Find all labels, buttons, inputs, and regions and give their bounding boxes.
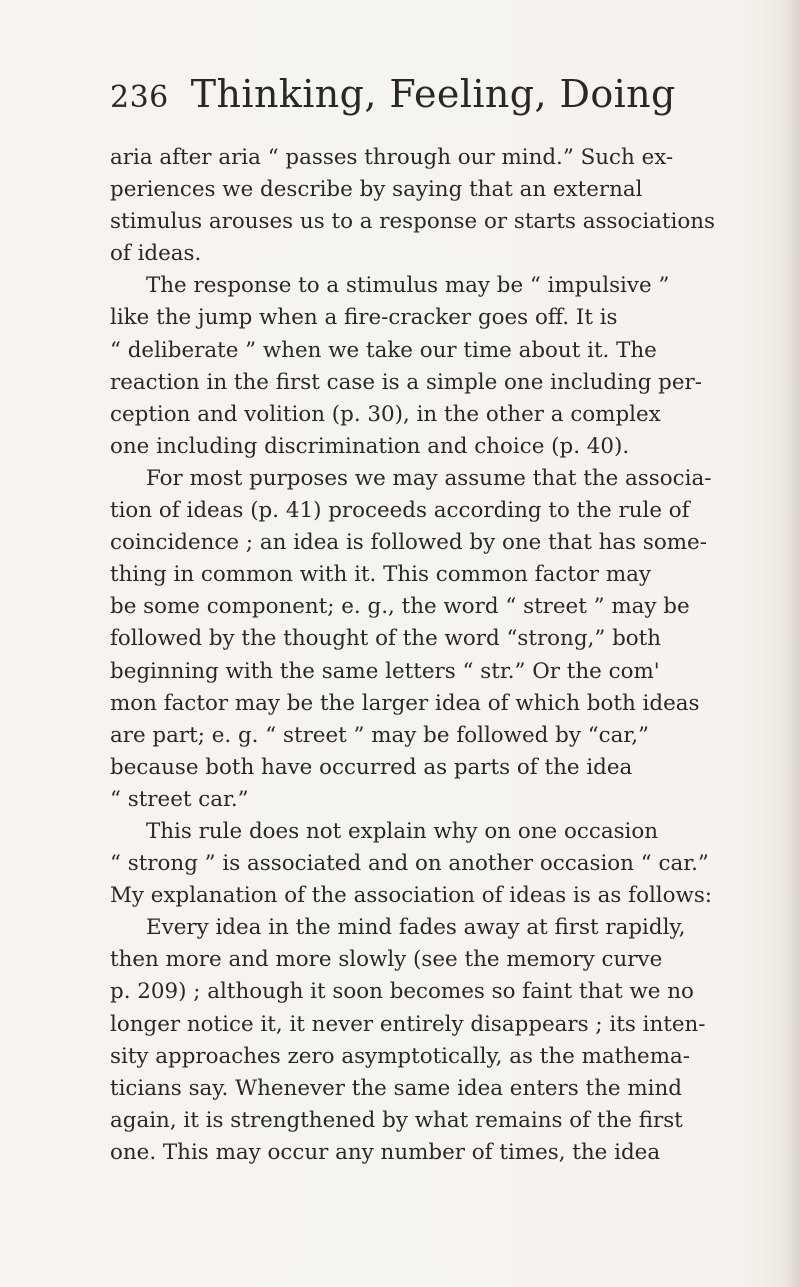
text-line: “ street car.” — [110, 786, 249, 812]
paragraph-start-line: For most purposes we may assume that the associa- — [146, 465, 712, 491]
text-line: then more and more slowly (see the memory curve — [110, 947, 663, 973]
text-line: ception and volition (p. 30), in the other a complex — [110, 401, 661, 427]
text-line: coincidence ; an idea is followed by one that has some- — [110, 530, 707, 556]
paragraph-start-line: Every idea in the mind fades away at first rapidly, — [146, 915, 686, 941]
text-line: stimulus arouses us to a response or starts associations — [110, 209, 715, 235]
text-line: are part; e. g. “ street ” may be followed by “car,” — [110, 722, 649, 748]
text-line: “ strong ” is associated and on another occasion “ car.” — [110, 851, 709, 877]
text-line: ticians say. Whenever the same idea enters the mind — [110, 1075, 682, 1101]
text-line: aria after aria “ passes through our mind.” Such ex- — [110, 145, 674, 170]
text-line: periences we describe by saying that an external — [110, 177, 643, 203]
page-number: 236 — [110, 80, 169, 115]
text-line: tion of ideas (p. 41) proceeds according to the rule of — [110, 498, 690, 524]
running-title: Thinking, Feeling, Doing — [190, 72, 676, 116]
text-line: sity approaches zero asymptotically, as the mathema- — [110, 1043, 690, 1069]
text-line: again, it is strengthened by what remains of the first — [110, 1107, 683, 1133]
text-line: longer notice it, it never entirely disappears ; its inten- — [110, 1011, 706, 1037]
body-text — [110, 142, 736, 1169]
text-line: thing in common with it. This common factor may — [110, 562, 651, 588]
text-line: like the jump when a fire-cracker goes off. It is — [110, 305, 618, 331]
text-line: mon factor may be the larger idea of which both ideas — [110, 690, 700, 716]
text-line: p. 209) ; although it soon becomes so faint that we no — [110, 979, 694, 1005]
paragraph-start-line: The response to a stimulus may be “ impulsive ” — [146, 273, 670, 299]
text-line: one including discrimination and choice (p. 40). — [110, 433, 630, 459]
text-line: of ideas. — [110, 241, 202, 267]
running-header — [110, 72, 676, 128]
text-line: reaction in the first case is a simple one including per- — [110, 369, 702, 395]
text-line: “ deliberate ” when we take our time about it. The — [110, 337, 657, 363]
text-line: followed by the thought of the word “strong,” both — [110, 626, 662, 652]
paragraph-start-line: This rule does not explain why on one occasion — [146, 818, 659, 844]
text-line: one. This may occur any number of times, the idea — [110, 1139, 661, 1165]
text-line: be some component; e. g., the word “ street ” may be — [110, 594, 690, 620]
page-edge-shadow — [786, 0, 800, 1287]
text-line: My explanation of the association of ideas is as follows: — [110, 883, 713, 909]
text-line: because both have occurred as parts of the idea — [110, 754, 633, 780]
text-line: beginning with the same letters “ str.” Or the com' — [110, 658, 660, 684]
